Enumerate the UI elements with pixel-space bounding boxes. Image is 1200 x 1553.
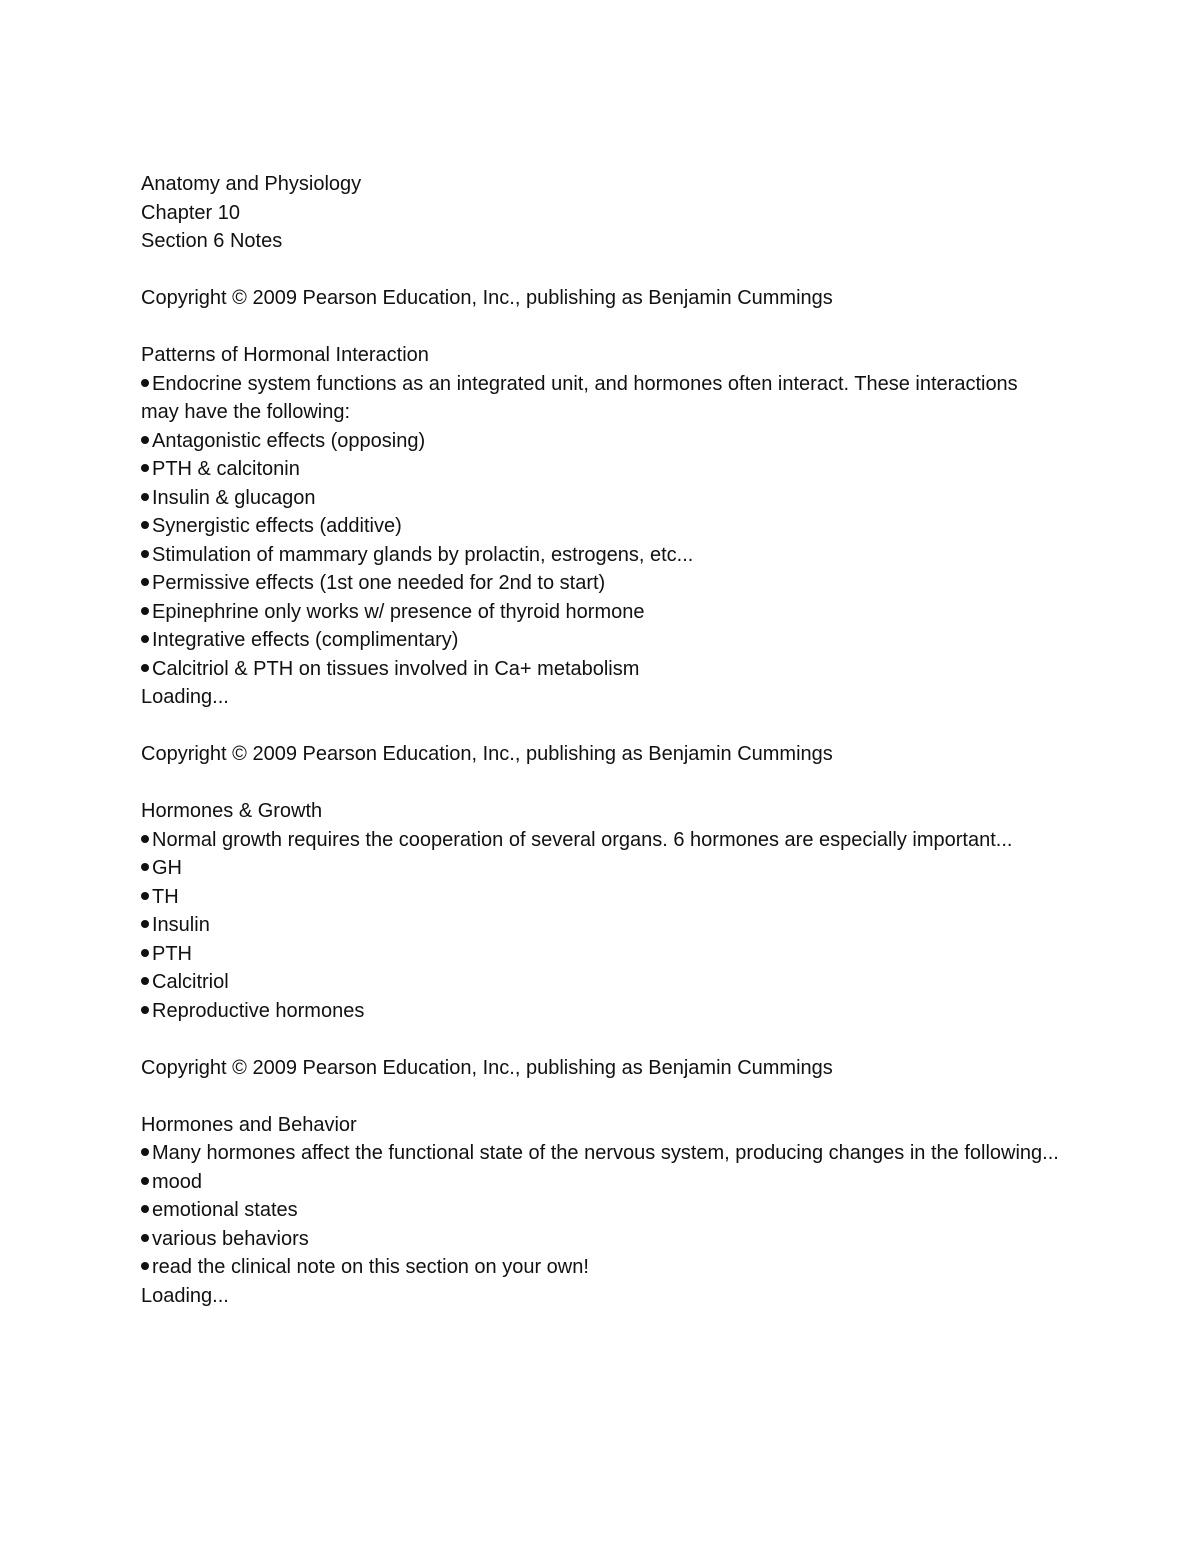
bullet-icon [141, 464, 149, 472]
bullet-icon [141, 1006, 149, 1014]
list-item-text: Endocrine system functions as an integrated unit, and hormones often interact. These interactions may have the following: [141, 372, 1018, 423]
list-item-text: Synergistic effects (additive) [152, 515, 402, 537]
list-item [141, 1225, 1061, 1254]
list-item [141, 455, 1061, 484]
list-item [141, 1196, 1061, 1225]
list-item [141, 598, 1061, 627]
copyright-notice: Copyright © 2009 Pearson Education, Inc., publishing as Benjamin Cummings [141, 1056, 833, 1079]
list-item-text: Calcitriol & PTH on tissues involved in Ca+ metabolism [152, 657, 640, 680]
list-item-text: Epinephrine only works w/ presence of thyroid hormone [152, 600, 645, 623]
section-heading: Patterns of Hormonal Interaction [141, 344, 429, 366]
document-page [141, 170, 1061, 1310]
spacer [141, 712, 1061, 741]
list-item [141, 997, 1061, 1026]
list-item [141, 940, 1061, 969]
bullet-icon [141, 892, 149, 900]
list-item [141, 541, 1061, 570]
bullet-icon [141, 635, 149, 643]
list-item-text: Stimulation of mammary glands by prolactin, estrogens, etc... [152, 543, 694, 566]
list-item [141, 968, 1061, 997]
list-item [141, 1253, 1061, 1282]
list-item-text: Antagonistic effects (opposing) [152, 429, 426, 452]
bullet-icon [141, 664, 149, 672]
bullet-icon [141, 436, 149, 444]
list-item-text: TH [152, 885, 179, 908]
list-item [141, 626, 1061, 655]
list-item-text: GH [152, 857, 182, 879]
bullet-icon [141, 920, 149, 928]
spacer [141, 1082, 1061, 1111]
list-item-text: Insulin [152, 914, 210, 936]
list-item-text: Calcitriol [152, 971, 229, 993]
list-item-text: Integrative effects (complimentary) [152, 629, 459, 651]
loading-text: Loading... [141, 1284, 229, 1307]
section-label: Section 6 Notes [141, 230, 283, 252]
list-item-text: PTH [152, 942, 192, 965]
bullet-icon [141, 1148, 149, 1156]
list-item [141, 569, 1061, 598]
bullet-icon [141, 521, 149, 529]
list-item [141, 427, 1061, 456]
bullet-icon [141, 1177, 149, 1185]
spacer [141, 769, 1061, 798]
spacer [141, 1025, 1061, 1054]
bullet-icon [141, 550, 149, 558]
list-item-text: Permissive effects (1st one needed for 2nd to start) [152, 572, 606, 594]
spacer [141, 313, 1061, 342]
loading-text: Loading... [141, 686, 229, 708]
bullet-icon [141, 863, 149, 871]
list-item-text: Insulin & glucagon [152, 486, 316, 509]
list-item [141, 1168, 1061, 1197]
list-item-text: PTH & calcitonin [152, 458, 300, 480]
list-item-text: emotional states [152, 1199, 298, 1221]
copyright-notice: Copyright © 2009 Pearson Education, Inc., publishing as Benjamin Cummings [141, 287, 833, 309]
list-item-text: Reproductive hormones [152, 999, 365, 1022]
bullet-icon [141, 1262, 149, 1270]
copyright-notice: Copyright © 2009 Pearson Education, Inc., publishing as Benjamin Cummings [141, 743, 833, 765]
bullet-icon [141, 578, 149, 586]
section-heading: Hormones & Growth [141, 800, 323, 822]
bullet-icon [141, 1205, 149, 1213]
list-item [141, 883, 1061, 912]
list-item-text: Normal growth requires the cooperation of several organs. 6 hormones are especially important... [152, 828, 1013, 851]
list-item-text: Many hormones affect the functional state of the nervous system, producing changes in the following... [152, 1142, 1059, 1164]
list-item [141, 911, 1061, 940]
bullet-icon [141, 835, 149, 843]
list-item [141, 655, 1061, 684]
list-item [141, 484, 1061, 513]
bullet-icon [141, 607, 149, 615]
list-item [141, 854, 1061, 883]
bullet-icon [141, 949, 149, 957]
bullet-icon [141, 379, 149, 387]
list-item-text: various behaviors [152, 1227, 309, 1250]
list-item [141, 1139, 1061, 1168]
list-item [141, 826, 1061, 855]
list-item-text: read the clinical note on this section on your own! [152, 1256, 589, 1278]
bullet-icon [141, 1234, 149, 1242]
list-item-text: mood [152, 1170, 203, 1193]
section-heading: Hormones and Behavior [141, 1113, 357, 1136]
bullet-icon [141, 493, 149, 501]
list-item [141, 512, 1061, 541]
list-item [141, 370, 1061, 427]
bullet-icon [141, 977, 149, 985]
document-title: Anatomy and Physiology [141, 173, 362, 195]
spacer [141, 256, 1061, 285]
chapter-label: Chapter 10 [141, 201, 240, 224]
